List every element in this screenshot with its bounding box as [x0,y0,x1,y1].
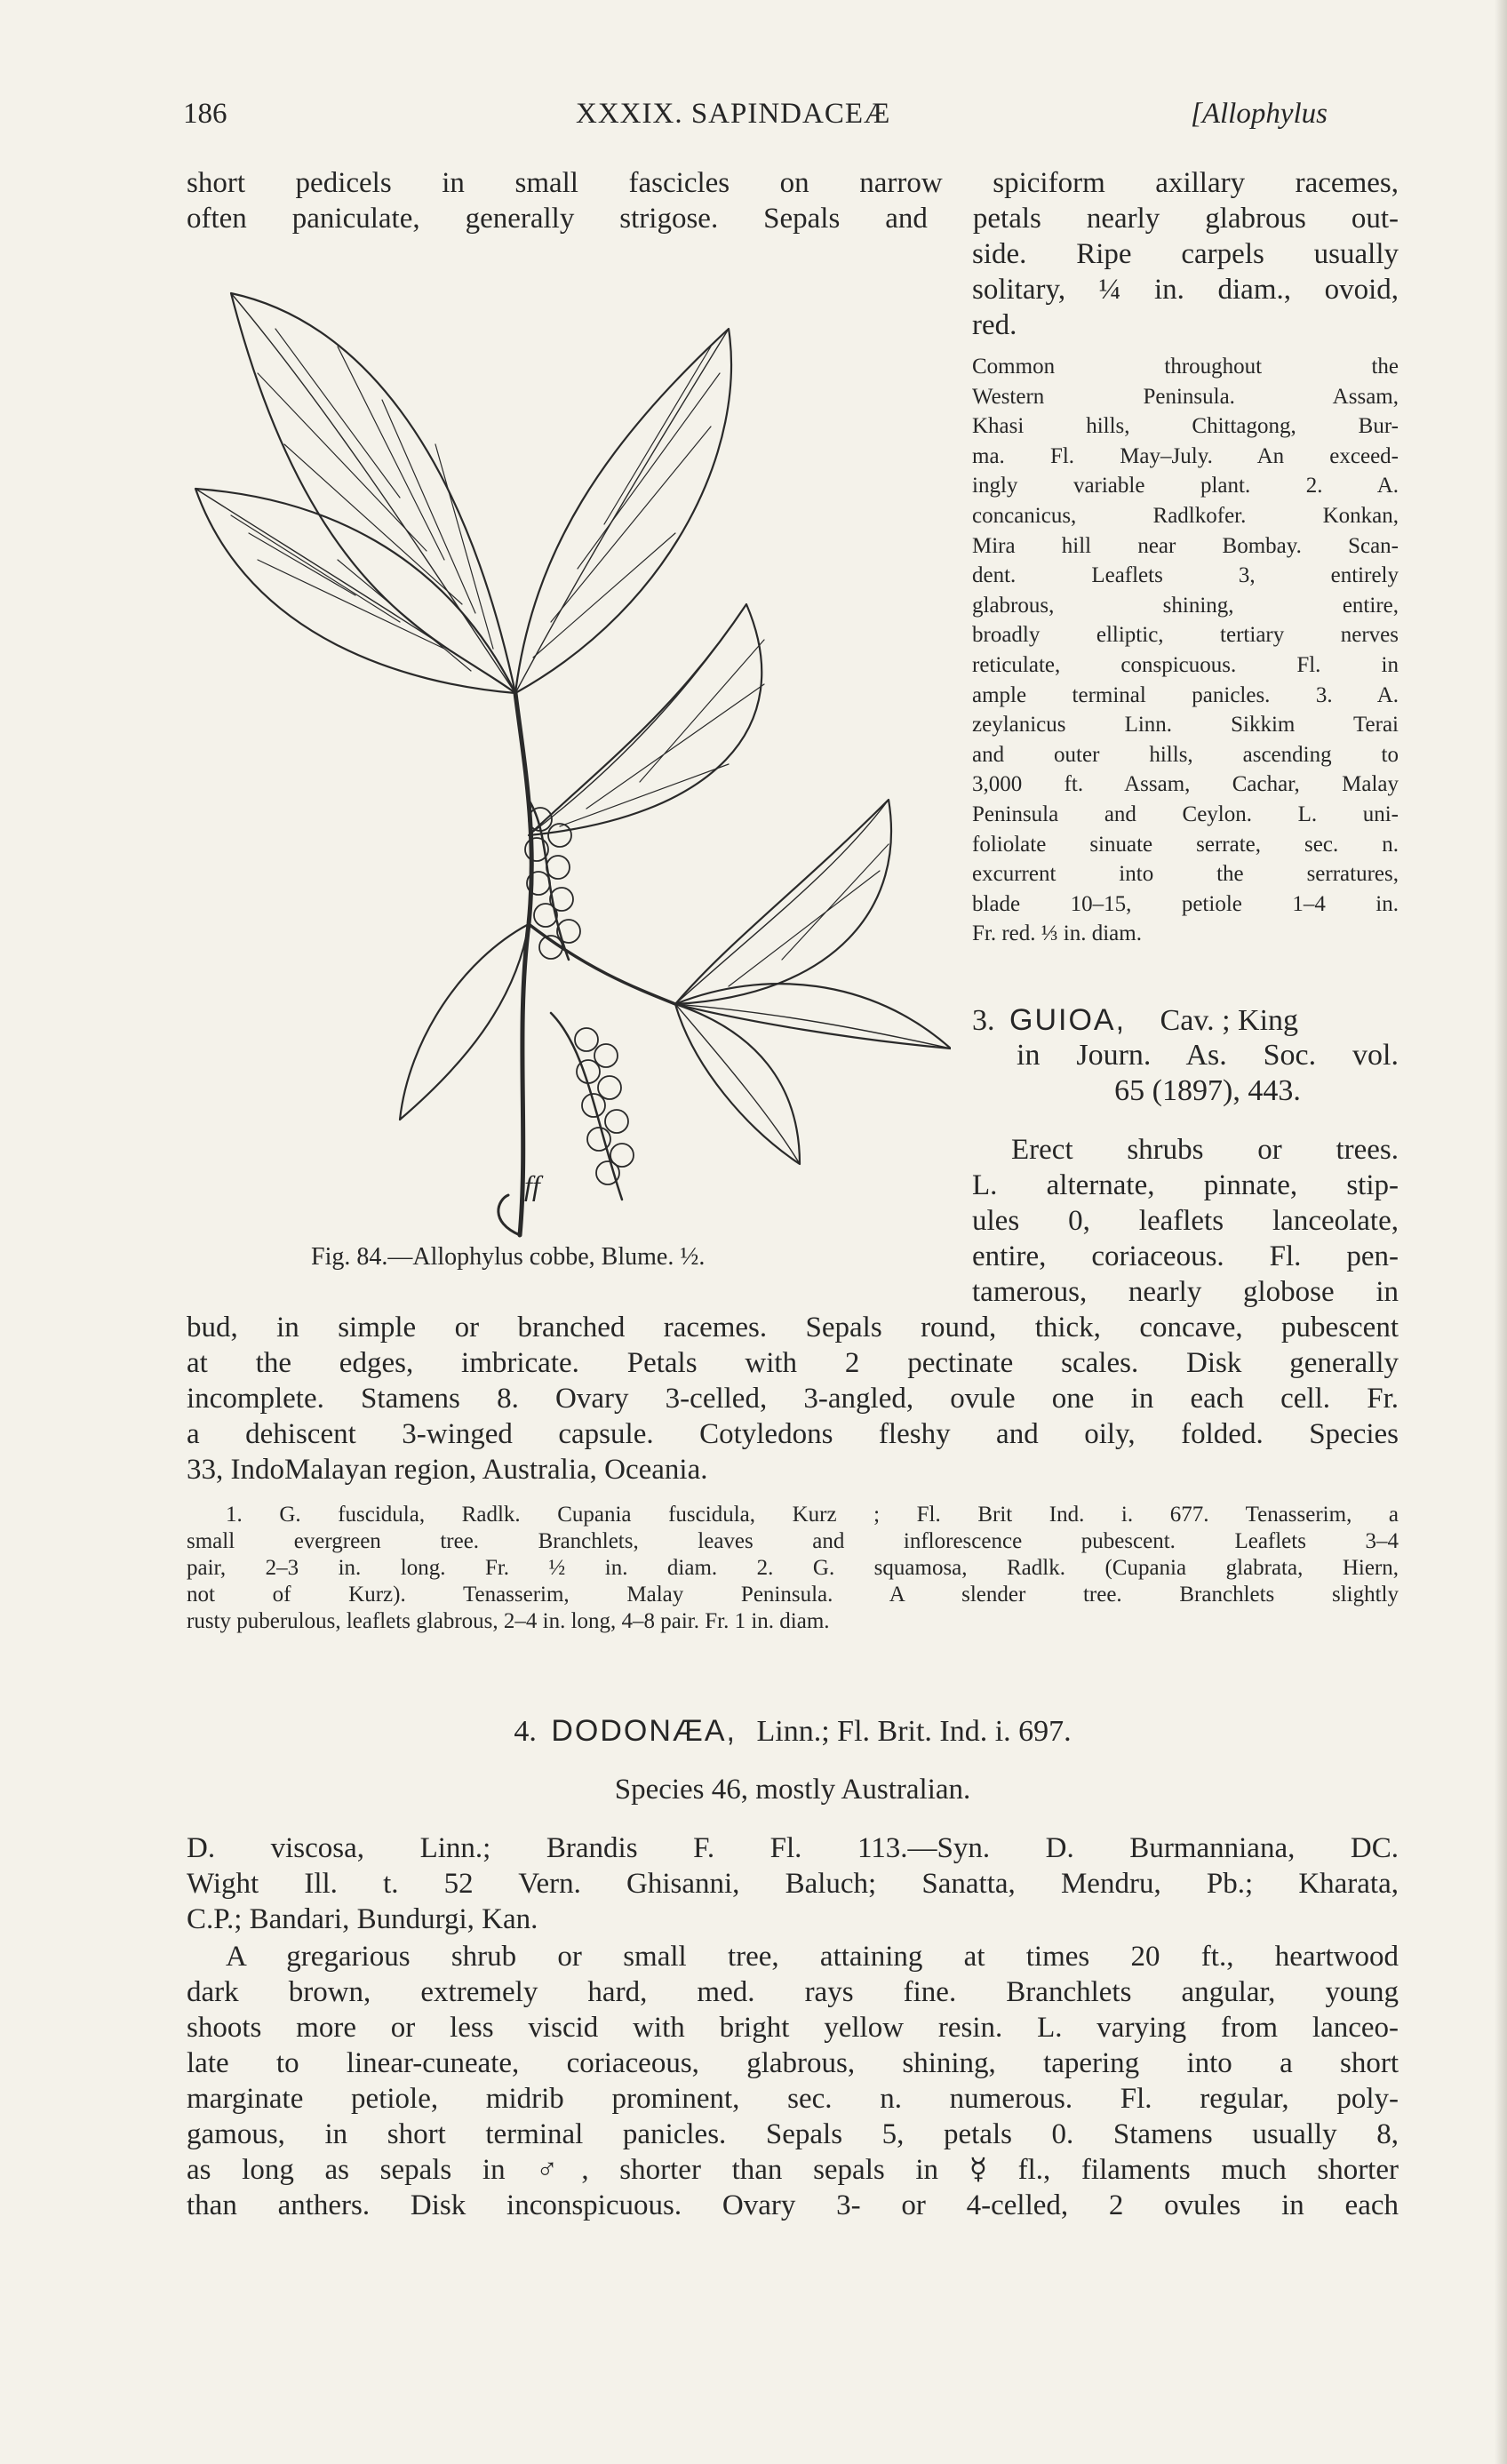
guioa-species-line: small evergreen tree. Branchlets, leaves and inflorescence pubescent. Leaflets 3–4 [187,1529,1399,1553]
small-col-line: 3,000 ft. Assam, Cachar, Malay [972,772,1399,797]
small-col-line: glabrous, shining, entire, [972,593,1399,618]
guioa-species-line: pair, 2–3 in. long. Fr. ½ in. diam. 2. G. squamosa, Radlk. (Cupania glabrata, Hiern, [187,1556,1399,1580]
guioa-ref-line-2: in Journ. As. Soc. vol. [1017,1039,1399,1072]
guioa-number: 3. [972,1004,995,1037]
viscosa-head-line: C.P.; Bandari, Bundurgi, Kan. [187,1903,538,1935]
page-gutter-shadow [1495,0,1507,2464]
intro-line-2: often paniculate, generally strigose. Sepals and petals nearly glabrous out- [187,203,1399,235]
small-col-line: dent. Leaflets 3, entirely [972,563,1399,588]
figure-caption: Fig. 84.—Allophylus cobbe, Blume. ½. [311,1243,706,1271]
figure-artist-signature: ff [524,1169,540,1201]
running-title: [Allophylus [1191,98,1328,130]
guioa-body-line-5: 33, IndoMalayan region, Australia, Oceania. [187,1454,708,1486]
small-col-line: ample terminal panicles. 3. A. [972,682,1399,707]
section-title: XXXIX. SAPINDACEÆ [576,98,891,130]
guioa-species-line: not of Kurz). Tenasserim, Malay Peninsula. A slender tree. Branchlets slightly [187,1583,1399,1607]
small-col-line: and outer hills, ascending to [972,742,1399,767]
guioa-body-line-3: incomplete. Stamens 8. Ovary 3-celled, 3-angled, ovule one in each cell. Fr. [187,1383,1399,1415]
right-col-b-line-4: entire, coriaceous. Fl. pen- [972,1240,1399,1272]
dodonaea-ref: Linn.; Fl. Brit. Ind. i. 697. [756,1715,1072,1748]
viscosa-description [187,1939,1399,2223]
dodonaea-number: 4. [514,1715,537,1748]
viscosa-body-line: dark brown, extremely hard, med. rays fine. Branchlets angular, young [187,1976,1399,2008]
dodonaea-species-note: Species 46, mostly Australian. [614,1774,971,1806]
dodonaea-heading [187,1713,1399,1750]
guioa-species-line: 1. G. fuscidula, Radlk. Cupania fuscidula, Kurz ; Fl. Brit Ind. i. 677. Tenasserim, a [226,1503,1399,1527]
intro-line-1: short pedicels in small fascicles on narrow spiciform axillary racemes, [187,167,1399,199]
guioa-heading [972,1002,1298,1039]
viscosa-body-line: late to linear-cuneate, coriaceous, glabrous, shining, tapering into a short [187,2047,1399,2079]
figure-allophylus-illustration [178,267,951,1244]
small-col-line: concanicus, Radlkofer. Konkan, [972,503,1399,528]
right-col-a-line-2: solitary, ¼ in. diam., ovoid, [972,274,1399,306]
viscosa-heading [187,1830,1399,1937]
right-col-b-line-2: L. alternate, pinnate, stip- [972,1169,1399,1201]
dodonaea-name: DODONÆA, [551,1714,737,1748]
guioa-species-line: rusty puberulous, leaflets glabrous, 2–4 in. long, 4–8 pair. Fr. 1 in. diam. [187,1609,830,1633]
guioa-species-notes [187,1502,1399,1635]
small-col-line: Western Peninsula. Assam, [972,384,1399,409]
viscosa-head-line: D. viscosa, Linn.; Brandis F. Fl. 113.—Syn. D. Burmanniana, DC. [187,1832,1399,1864]
small-col-line: Fr. red. ⅓ in. diam. [972,921,1142,946]
small-col-line: reticulate, conspicuous. Fl. in [972,652,1399,677]
guioa-author: Cav. ; King [1160,1004,1299,1037]
right-col-b-line-1: Erect shrubs or trees. [1011,1134,1399,1166]
viscosa-body-line: marginate petiole, midrib prominent, sec. n. numerous. Fl. regular, poly- [187,2083,1399,2115]
right-col-b-line-3: ules 0, leaflets lanceolate, [972,1205,1399,1237]
small-col-line: foliolate sinuate serrate, sec. n. [972,832,1399,857]
guioa-body-line-4: a dehiscent 3-winged capsule. Cotyledons fleshy and oily, folded. Species [187,1418,1399,1450]
viscosa-body-line: than anthers. Disk inconspicuous. Ovary 3- or 4-celled, 2 ovules in each [187,2189,1399,2221]
right-col-a-line-1: side. Ripe carpels usually [972,238,1399,270]
right-col-b-line-5: tamerous, nearly globose in [972,1276,1399,1308]
guioa-name: GUIOA, [1009,1003,1127,1037]
small-col-line: Peninsula and Ceylon. L. uni- [972,801,1399,826]
small-col-line: Khasi hills, Chittagong, Bur- [972,414,1399,439]
guioa-body-line-2: at the edges, imbricate. Petals with 2 pectinate scales. Disk generally [187,1347,1399,1379]
viscosa-head-line: Wight Ill. t. 52 Vern. Ghisanni, Baluch; Sanatta, Mendru, Pb.; Kharata, [187,1868,1399,1900]
small-col-line: zeylanicus Linn. Sikkim Terai [972,713,1399,738]
small-col-line: Common throughout the [972,355,1399,379]
small-col-line: broadly elliptic, tertiary nerves [972,623,1399,648]
small-col-line: Mira hill near Bombay. Scan- [972,533,1399,558]
guioa-ref-line-3: 65 (1897), 443. [1114,1074,1301,1107]
page-number: 186 [183,98,227,130]
small-col-line: ingly variable plant. 2. A. [972,474,1399,498]
viscosa-body-line: shoots more or less viscid with bright yellow resin. L. varying from lanceo- [187,2012,1399,2044]
right-col-small-text [972,354,1399,951]
small-col-line: ma. Fl. May–July. An exceed- [972,443,1399,468]
small-col-line: blade 10–15, petiole 1–4 in. [972,891,1399,916]
guioa-body-line-1: bud, in simple or branched racemes. Sepals round, thick, concave, pubescent [187,1312,1399,1344]
viscosa-body-line: gamous, in short terminal panicles. Sepals 5, petals 0. Stamens usually 8, [187,2118,1399,2150]
small-col-line: excurrent into the serratures, [972,862,1399,887]
viscosa-body-line: as long as sepals in ♂, shorter than sepals in ☿ fl., filaments much shorter [187,2154,1399,2186]
viscosa-body-line: A gregarious shrub or small tree, attaining at times 20 ft., heartwood [226,1941,1399,1973]
right-col-a-line-3: red. [972,309,1017,341]
